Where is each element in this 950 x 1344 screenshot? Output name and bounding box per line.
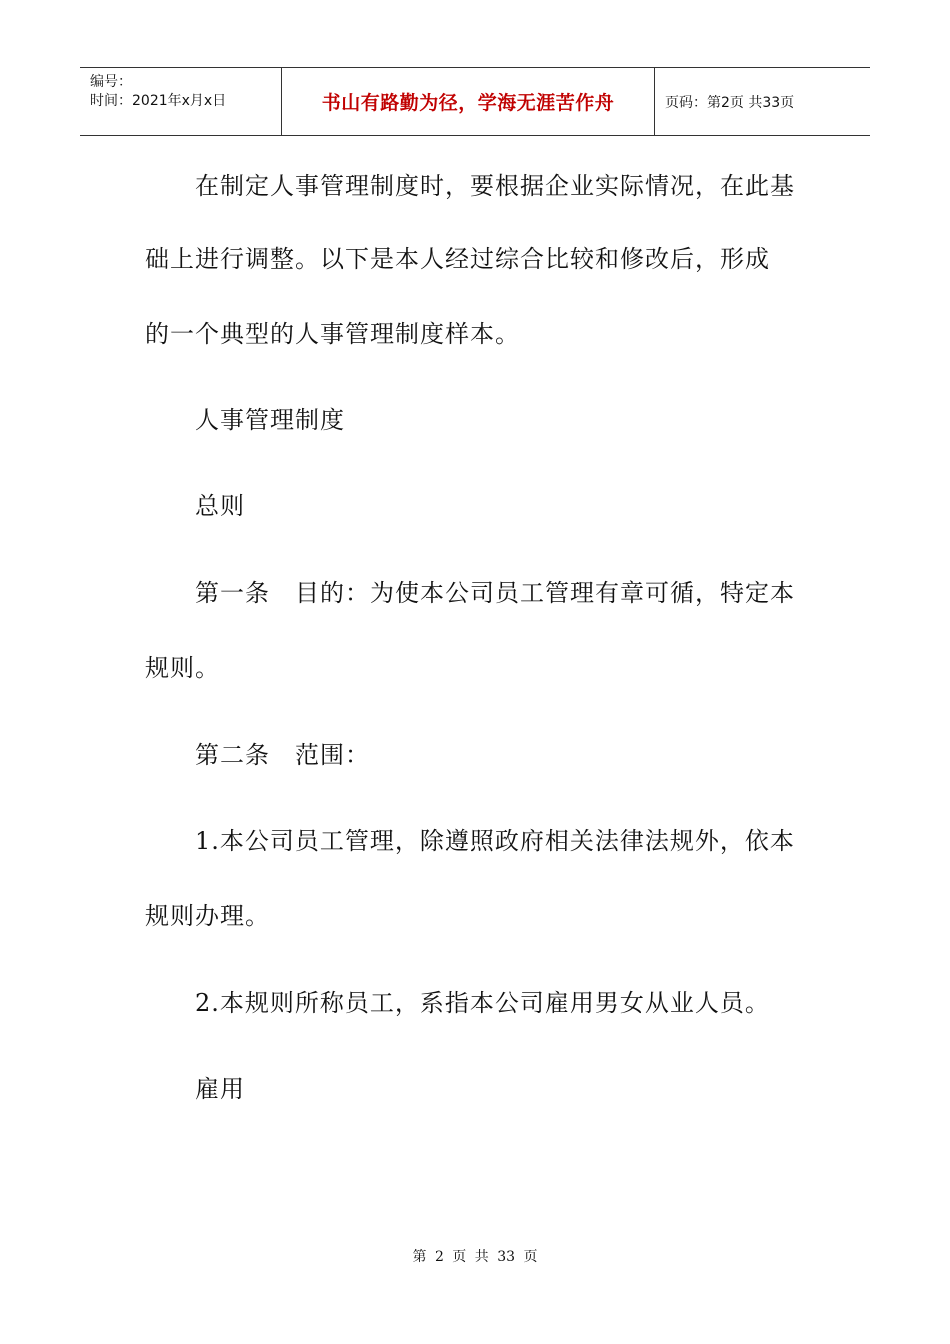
paragraph-line: 在制定人事管理制度时，要根据企业实际情况，在此基: [145, 172, 795, 200]
section-heading-general: 总则: [145, 492, 245, 520]
article-line: 规则。: [145, 654, 220, 682]
document-header: [80, 67, 870, 136]
article-line: 第一条 目的：为使本公司员工管理有章可循，特定本: [145, 579, 795, 607]
paragraph-line: 础上进行调整。以下是本人经过综合比较和修改后，形成: [145, 245, 770, 273]
header-motto: 书山有路勤为径，学海无涯苦作舟: [321, 92, 615, 114]
article-line: 1.本公司员工管理，除遵照政府相关法律法规外，依本: [145, 827, 795, 855]
document-number-label: 编号：: [90, 74, 132, 90]
section-title: 人事管理制度: [145, 406, 345, 434]
article-line: 2.本规则所称员工，系指本公司雇用男女从业人员。: [145, 989, 770, 1017]
document-date: 时间：2021年x月x日: [90, 93, 227, 109]
article-line: 第二条 范围：: [145, 741, 370, 769]
section-heading-employment: 雇用: [145, 1075, 245, 1103]
header-meta: [80, 68, 282, 135]
header-motto-cell: [282, 68, 655, 135]
header-page-info: 页码：第2页 共33页: [665, 94, 795, 111]
header-page-cell: [655, 68, 870, 135]
article-line: 规则办理。: [145, 902, 270, 930]
page-footer: 第 2 页 共 33 页: [412, 1249, 538, 1265]
paragraph-line: 的一个典型的人事管理制度样本。: [145, 320, 520, 348]
